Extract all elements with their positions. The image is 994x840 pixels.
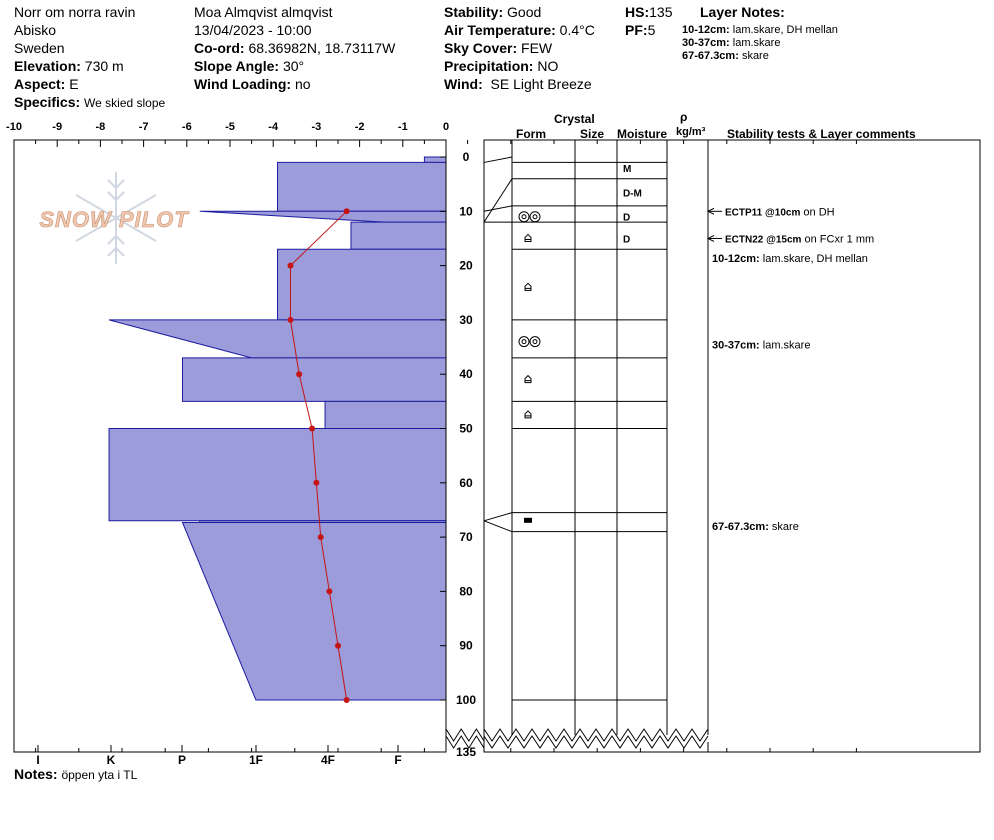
hardness-layer (351, 222, 446, 249)
sky-label: Sky Cover: (444, 40, 518, 56)
hardness-tick-label: P (177, 753, 187, 767)
temp-tick-label: 0 (442, 121, 450, 133)
location-country: Sweden (14, 40, 65, 56)
temperature-point (287, 263, 293, 269)
depth-tick-label: 10 (459, 204, 473, 219)
stability-test-result: ECTP11 @10cm (725, 207, 801, 219)
layer-comment (712, 339, 810, 351)
temp-tick-label: -5 (225, 121, 235, 133)
hardness-layer (325, 401, 446, 428)
stability-test-result: ECTN22 @15cm (725, 234, 802, 246)
stability-label: Stability: (444, 4, 504, 20)
right-columns-border (484, 140, 980, 752)
size-header: Size (580, 127, 605, 141)
layer-comment-text: lam.skare (759, 339, 811, 352)
stability-test-comment: on DH (800, 206, 835, 219)
layer-comment-range: 30-37cm: (712, 339, 760, 352)
depth-tick-label: 90 (459, 638, 473, 653)
faceted-crystal-icon (525, 411, 531, 418)
layer-connector (484, 179, 512, 222)
temp-tick-label: -4 (268, 121, 279, 133)
coord-label: Co-ord: (194, 40, 245, 56)
layer-comment-text: skare (768, 521, 799, 534)
layer-comment (712, 253, 868, 265)
hardness-tick-label: 4F (320, 753, 336, 767)
depth-tick-label: 0 (462, 150, 470, 164)
layer-note-range: 30-37cm: (682, 37, 730, 49)
hardness-tick-label: 1F (248, 753, 264, 767)
notes-label: Notes: (14, 766, 58, 782)
depth-tick-label: 60 (459, 475, 473, 490)
depth-tick-label: 70 (459, 530, 473, 545)
coord-value: 68.36982N, 18.73117W (248, 40, 396, 56)
faceted-crystal-icon (525, 283, 531, 290)
watermark-text: SNOW PILOT (39, 207, 189, 232)
depth-hoar-icon (519, 337, 529, 347)
depth-hoar-icon (533, 215, 537, 219)
hardness-profile (109, 157, 446, 700)
elevation-label: Elevation: (14, 58, 81, 74)
hardness-layer (278, 162, 446, 211)
temperature-point (313, 480, 319, 486)
temperature-point (287, 317, 293, 323)
hardness-layer (424, 157, 446, 162)
moisture-label: D-M (623, 188, 642, 200)
temperature-point (309, 426, 315, 432)
air-temp-label: Air Temperature: (444, 22, 556, 38)
melt-freeze-crust-icon (524, 518, 532, 523)
crystal-header: Crystal (554, 112, 595, 126)
slope-label: Slope Angle: (194, 58, 280, 74)
aspect-value: E (69, 76, 79, 92)
rho-header: ρ (680, 110, 688, 124)
sky-value: FEW (521, 40, 553, 56)
hs-label: HS: (625, 4, 650, 20)
temp-tick-label: -2 (354, 121, 365, 133)
faceted-crystal-icon (525, 376, 531, 383)
depth-tick-label: 80 (459, 584, 473, 599)
layer-connector (484, 513, 512, 521)
temperature-point (335, 643, 341, 649)
form-header: Form (516, 127, 546, 141)
precip-value: NO (537, 58, 559, 74)
wind-loading-label: Wind Loading: (194, 76, 292, 92)
hardness-layer (278, 249, 446, 320)
layer-comment-range: 10-12cm: (712, 252, 760, 265)
depth-tick-label: 30 (459, 312, 473, 327)
layer-comment-range: 67-67.3cm: (712, 521, 769, 534)
layer-connector (484, 206, 512, 211)
temp-tick-label: -1 (397, 121, 408, 133)
elevation-value: 730 m (84, 58, 124, 74)
temp-tick-label: -3 (311, 121, 322, 133)
slope-value: 30° (282, 58, 305, 74)
wind-value: SE Light Breeze (490, 76, 592, 92)
layer-connector (484, 521, 512, 532)
axis-break-zigzag (484, 736, 708, 748)
specifics-value: We skied slope (84, 96, 166, 110)
hardness-tick-label: F (394, 753, 402, 767)
hardness-layer (182, 358, 446, 401)
hardness-tick-label: K (106, 753, 116, 767)
notes-value: öppen yta i TL (61, 768, 138, 782)
stability-test (725, 233, 874, 245)
layer-notes-title: Layer Notes: (700, 4, 785, 20)
layer-note-text: skare (741, 50, 769, 62)
temp-tick-label: -6 (181, 121, 192, 133)
layer-note-text: lam.skare, DH mellan (732, 24, 838, 36)
temp-tick-label: -8 (95, 121, 106, 133)
depth-hoar-icon (533, 340, 537, 344)
moisture-label: D (623, 212, 631, 224)
stability-comments-header: Stability tests & Layer comments (727, 127, 916, 141)
precip-label: Precipitation: (444, 58, 534, 74)
hardness-tick-label: I (36, 753, 40, 767)
moisture-label: M (623, 163, 632, 175)
stability-test-comment: on FCxr 1 mm (801, 233, 875, 246)
temp-tick-label: -10 (6, 121, 22, 133)
layer-note-range: 67-67.3cm: (682, 50, 739, 62)
depth-hoar-icon (530, 337, 540, 347)
wind-label: Wind: (444, 76, 483, 92)
stability-test (725, 206, 835, 218)
moisture-header: Moisture (617, 127, 668, 141)
specifics-label: Specifics: (14, 94, 81, 110)
faceted-crystal-icon (525, 234, 531, 241)
hardness-layer (109, 429, 446, 521)
moisture-label: D (623, 234, 631, 246)
air-temp-value: 0.4°C (559, 22, 595, 38)
stability-value: Good (507, 4, 542, 20)
depth-hoar-icon (522, 340, 526, 344)
density-header: kg/m³ (676, 126, 706, 138)
layer-columns (484, 140, 980, 752)
layer-note-text: lam.skare (732, 37, 781, 49)
hardness-layer (200, 211, 446, 222)
aspect-label: Aspect: (14, 76, 66, 92)
hardness-layer (109, 320, 446, 358)
depth-hoar-icon (530, 212, 540, 222)
depth-tick-label: 100 (455, 693, 477, 707)
layer-comment-text: lam.skare, DH mellan (759, 252, 868, 265)
pf-label: PF: (625, 22, 648, 38)
temperature-point (326, 588, 332, 594)
temp-tick-label: -7 (138, 121, 149, 133)
depth-hoar-icon (519, 212, 529, 222)
temperature-point (296, 371, 302, 377)
location-area: Abisko (14, 22, 57, 38)
temperature-point (318, 534, 324, 540)
layer-comment (712, 521, 799, 533)
location-name: Norr om norra ravin (14, 4, 136, 20)
temp-tick-label: -9 (52, 121, 63, 133)
observer-name: Moa Almqvist almqvist (194, 4, 333, 20)
pf-value: 5 (647, 22, 656, 38)
temperature-point (344, 208, 350, 214)
depth-tick-label: 20 (459, 258, 473, 273)
hs-value: 135 (649, 4, 673, 20)
depth-bottom-label: 135 (455, 745, 477, 759)
layer-note-range: 10-12cm: (682, 24, 730, 36)
observation-datetime: 13/04/2023 - 10:00 (194, 22, 312, 38)
hardness-layer (182, 522, 446, 700)
depth-tick-label: 50 (459, 421, 473, 436)
depth-hoar-icon (522, 215, 526, 219)
temperature-point (344, 697, 350, 703)
depth-tick-label: 40 (459, 367, 473, 382)
layer-connector (484, 157, 512, 162)
wind-loading-value: no (294, 76, 311, 92)
